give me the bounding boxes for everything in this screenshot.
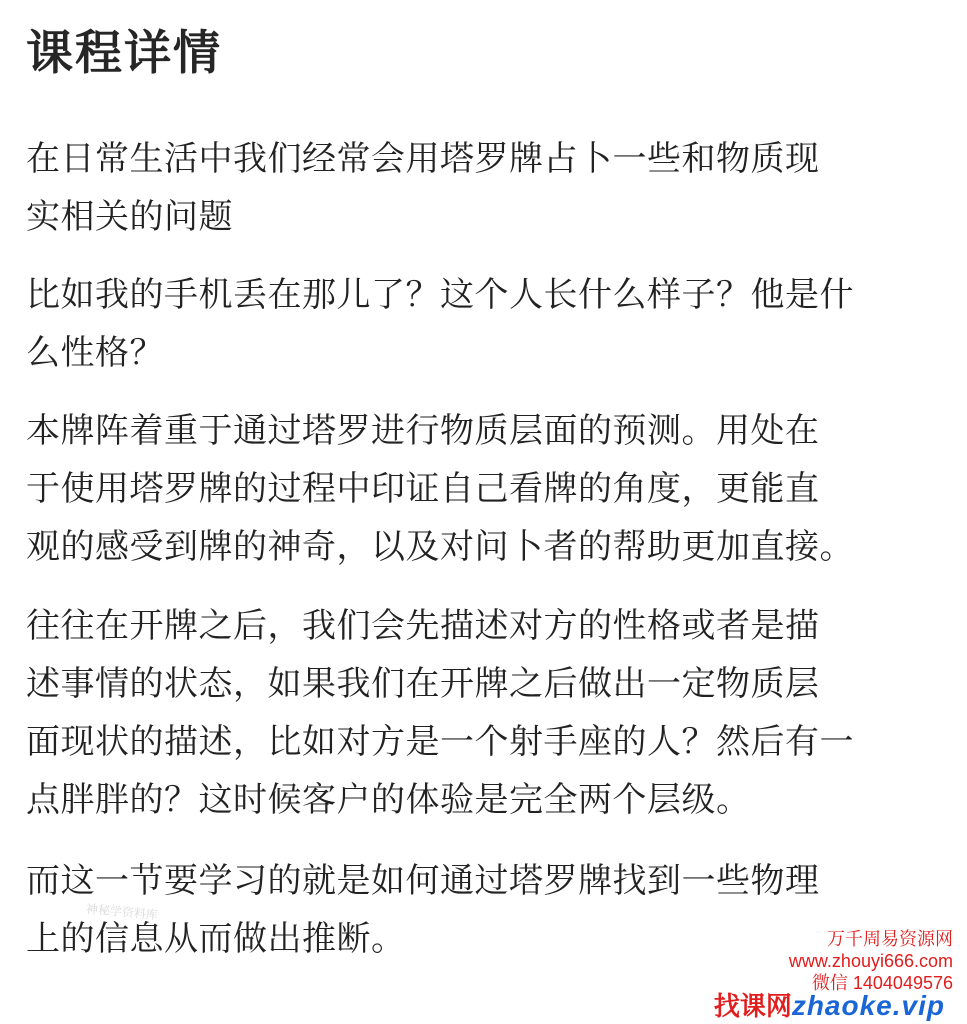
watermark-site-url: www.zhouyi666.com bbox=[788, 951, 953, 971]
paragraph-line: 在日常生活中我们经常会用塔罗牌占卜一些和物质现 bbox=[26, 139, 820, 179]
paragraph-3 bbox=[26, 402, 946, 576]
paragraph-line: 本牌阵着重于通过塔罗进行物质层面的预测。用处在 bbox=[26, 411, 820, 451]
watermark-site-name: 万千周易资源网 bbox=[827, 929, 953, 949]
paragraph-line: 么性格？ bbox=[26, 333, 164, 373]
paragraph-1 bbox=[26, 130, 946, 246]
page-title: 课程详情 bbox=[26, 26, 222, 81]
paragraph-line: 往往在开牌之后，我们会先描述对方的性格或者是描 bbox=[26, 606, 820, 646]
paragraph-line: 实相关的问题 bbox=[26, 197, 233, 237]
resource-watermark bbox=[723, 928, 953, 994]
paragraph-4 bbox=[26, 597, 946, 829]
paragraph-line: 而这一节要学习的就是如何通过塔罗牌找到一些物理 bbox=[26, 861, 820, 901]
paragraph-2 bbox=[26, 266, 946, 382]
paragraph-line: 点胖胖的？这时候客户的体验是完全两个层级。 bbox=[26, 780, 751, 820]
faint-watermark: 神秘学资料库 bbox=[85, 901, 159, 923]
paragraph-line: 于使用塔罗牌的过程中印证自己看牌的角度，更能直 bbox=[26, 469, 820, 509]
paragraph-line: 述事情的状态，如果我们在开牌之后做出一定物质层 bbox=[26, 664, 820, 704]
watermark-url: zhaoke.vip bbox=[791, 990, 945, 1021]
watermark-cn-name: 找课网 bbox=[713, 991, 792, 1021]
watermark-contact: 微信 1404049576 bbox=[811, 973, 953, 993]
zhaoke-watermark bbox=[714, 986, 945, 1023]
paragraph-line: 观的感受到牌的神奇，以及对问卜者的帮助更加直接。 bbox=[26, 527, 854, 567]
paragraph-line: 比如我的手机丢在那儿了？这个人长什么样子？他是什 bbox=[26, 275, 854, 315]
paragraph-line: 上的信息从而做出推断。 bbox=[26, 919, 406, 959]
paragraph-line: 面现状的描述，比如对方是一个射手座的人？然后有一 bbox=[26, 722, 854, 762]
